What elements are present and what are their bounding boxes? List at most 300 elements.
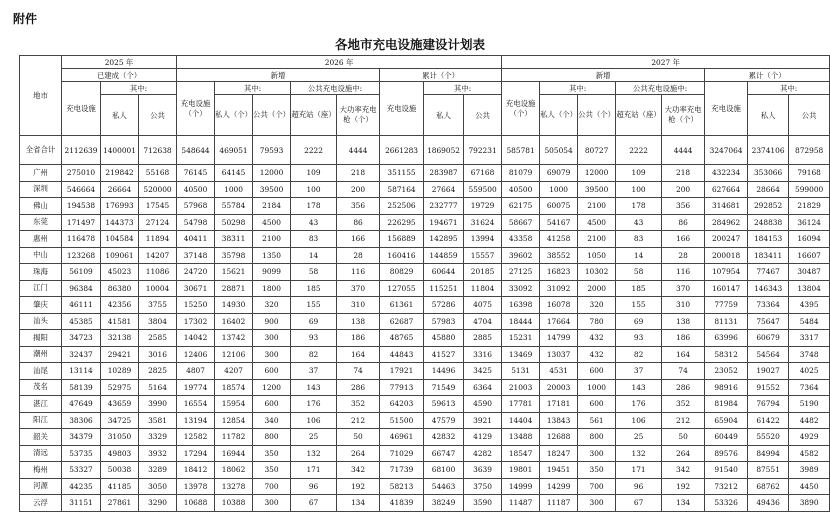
city-cell: 广州: [20, 165, 62, 182]
header-private-cum-2026: 私人: [424, 95, 464, 136]
value-cell: 2222: [616, 136, 662, 165]
value-cell: 4500: [253, 214, 291, 231]
value-cell: 79168: [789, 165, 830, 182]
table-row: [20, 462, 830, 479]
table-row: [20, 330, 830, 347]
value-cell: 82: [616, 346, 662, 363]
value-cell: 34723: [62, 330, 101, 347]
value-cell: 300: [578, 445, 616, 462]
value-cell: 13742: [215, 330, 253, 347]
value-cell: 3804: [139, 313, 177, 330]
value-cell: 96: [616, 478, 662, 495]
value-cell: 2585: [139, 330, 177, 347]
value-cell: 548644: [177, 136, 215, 165]
value-cell: 76794: [748, 396, 789, 413]
value-cell: 252506: [380, 198, 424, 215]
value-cell: 47649: [62, 396, 101, 413]
value-cell: 12582: [177, 429, 215, 446]
value-cell: 34379: [62, 429, 101, 446]
header-of-which-new-2027: 其中:: [540, 82, 616, 95]
value-cell: 2661283: [380, 136, 424, 165]
value-cell: 186: [662, 330, 705, 347]
value-cell: 61422: [748, 412, 789, 429]
value-cell: 310: [662, 297, 705, 314]
value-cell: 50298: [215, 214, 253, 231]
value-cell: 48765: [380, 330, 424, 347]
value-cell: 13194: [177, 412, 215, 429]
value-cell: 46961: [380, 429, 424, 446]
value-cell: 16554: [177, 396, 215, 413]
value-cell: 87551: [748, 462, 789, 479]
value-cell: 17302: [177, 313, 215, 330]
value-cell: 109: [291, 165, 337, 182]
value-cell: 132: [616, 445, 662, 462]
city-cell: 全省合计: [20, 136, 62, 165]
value-cell: 12000: [578, 165, 616, 182]
city-cell: 茂名: [20, 379, 62, 396]
value-cell: 83: [291, 231, 337, 248]
value-cell: 55784: [215, 198, 253, 215]
value-cell: 3639: [464, 462, 502, 479]
value-cell: 561: [578, 412, 616, 429]
value-cell: 143: [616, 379, 662, 396]
header-city: 地市: [20, 56, 62, 136]
value-cell: 1050: [578, 247, 616, 264]
value-cell: 36124: [789, 214, 830, 231]
value-cell: 91540: [705, 462, 748, 479]
value-cell: 11804: [464, 280, 502, 297]
value-cell: 292852: [748, 198, 789, 215]
value-cell: 82: [291, 346, 337, 363]
value-cell: 71739: [380, 462, 424, 479]
value-cell: 40500: [177, 181, 215, 198]
value-cell: 47579: [424, 412, 464, 429]
table-body: [20, 136, 830, 512]
value-cell: 155: [616, 297, 662, 314]
value-cell: 218: [662, 165, 705, 182]
table-row: [20, 198, 830, 215]
value-cell: 15621: [215, 264, 253, 281]
value-cell: 52975: [101, 379, 139, 396]
value-cell: 41527: [424, 346, 464, 363]
value-cell: 3581: [139, 412, 177, 429]
value-cell: 71549: [424, 379, 464, 396]
value-cell: 77913: [380, 379, 424, 396]
value-cell: 75647: [748, 313, 789, 330]
value-cell: 25: [291, 429, 337, 446]
value-cell: 14: [291, 247, 337, 264]
value-cell: 4704: [464, 313, 502, 330]
value-cell: 352: [337, 396, 380, 413]
value-cell: 1869052: [424, 136, 464, 165]
value-cell: 24720: [177, 264, 215, 281]
value-cell: 18547: [502, 445, 540, 462]
value-cell: 73364: [748, 297, 789, 314]
table-row: [20, 165, 830, 182]
table-row: [20, 379, 830, 396]
value-cell: 314681: [705, 198, 748, 215]
value-cell: 38552: [540, 247, 578, 264]
value-cell: 627664: [705, 181, 748, 198]
value-cell: 1000: [215, 181, 253, 198]
value-cell: 143: [291, 379, 337, 396]
value-cell: 115251: [424, 280, 464, 297]
value-cell: 4025: [789, 363, 830, 380]
value-cell: 50: [662, 429, 705, 446]
value-cell: 27861: [101, 495, 139, 512]
value-cell: 183411: [748, 247, 789, 264]
value-cell: 16078: [540, 297, 578, 314]
value-cell: 13488: [502, 429, 540, 446]
header-of-which-new-2026: 其中:: [215, 82, 291, 95]
value-cell: 39602: [502, 247, 540, 264]
header-public-of-which-2026: 公共充电设施中:: [291, 82, 380, 95]
value-cell: 80727: [578, 136, 616, 165]
value-cell: 28664: [748, 181, 789, 198]
value-cell: 84994: [748, 445, 789, 462]
value-cell: 74: [662, 363, 705, 380]
table-row: [20, 495, 830, 512]
value-cell: 559500: [464, 181, 502, 198]
value-cell: 116: [337, 264, 380, 281]
table-row: [20, 445, 830, 462]
value-cell: 40411: [177, 231, 215, 248]
value-cell: 370: [662, 280, 705, 297]
value-cell: 77759: [705, 297, 748, 314]
table-row: [20, 313, 830, 330]
value-cell: 41839: [380, 495, 424, 512]
value-cell: 67: [616, 495, 662, 512]
city-cell: 阳江: [20, 412, 62, 429]
value-cell: 17294: [177, 445, 215, 462]
value-cell: 351155: [380, 165, 424, 182]
value-cell: 41258: [540, 231, 578, 248]
value-cell: 12406: [177, 346, 215, 363]
value-cell: 27664: [424, 181, 464, 198]
value-cell: 20003: [540, 379, 578, 396]
value-cell: 283987: [424, 165, 464, 182]
value-cell: 275010: [62, 165, 101, 182]
value-cell: 19729: [464, 198, 502, 215]
value-cell: 104584: [101, 231, 139, 248]
value-cell: 11086: [139, 264, 177, 281]
value-cell: 3932: [139, 445, 177, 462]
value-cell: 780: [578, 313, 616, 330]
value-cell: 3247064: [705, 136, 748, 165]
value-cell: 15954: [215, 396, 253, 413]
value-cell: 38306: [62, 412, 101, 429]
value-cell: 31151: [62, 495, 101, 512]
city-cell: 珠海: [20, 264, 62, 281]
header-year-2027: 2027 年: [502, 56, 830, 69]
value-cell: 58312: [705, 346, 748, 363]
value-cell: 89576: [705, 445, 748, 462]
value-cell: 55168: [139, 165, 177, 182]
value-cell: 3425: [464, 363, 502, 380]
value-cell: 25: [616, 429, 662, 446]
value-cell: 56109: [62, 264, 101, 281]
value-cell: 200018: [705, 247, 748, 264]
value-cell: 353066: [748, 165, 789, 182]
value-cell: 800: [253, 429, 291, 446]
value-cell: 19451: [540, 462, 578, 479]
header-super-station-2026: 超充站（座）: [291, 95, 337, 136]
value-cell: 342: [337, 462, 380, 479]
value-cell: 350: [253, 462, 291, 479]
value-cell: 49436: [748, 495, 789, 512]
value-cell: 186: [337, 330, 380, 347]
value-cell: 469051: [215, 136, 253, 165]
value-cell: 32138: [101, 330, 139, 347]
value-cell: 43: [616, 214, 662, 231]
value-cell: 61361: [380, 297, 424, 314]
value-cell: 98916: [705, 379, 748, 396]
value-cell: 3316: [464, 346, 502, 363]
value-cell: 192: [337, 478, 380, 495]
value-cell: 37: [291, 363, 337, 380]
value-cell: 17545: [139, 198, 177, 215]
city-cell: 佛山: [20, 198, 62, 215]
value-cell: 13994: [464, 231, 502, 248]
page-title: 各地市充电设施建设计划表: [334, 37, 485, 52]
value-cell: 3990: [139, 396, 177, 413]
value-cell: 4282: [464, 445, 502, 462]
value-cell: 142895: [424, 231, 464, 248]
value-cell: 116: [662, 264, 705, 281]
city-cell: 肇庆: [20, 297, 62, 314]
value-cell: 3989: [789, 462, 830, 479]
value-cell: 106: [291, 412, 337, 429]
value-cell: 18444: [502, 313, 540, 330]
value-cell: 86: [662, 214, 705, 231]
value-cell: 30487: [789, 264, 830, 281]
value-cell: 50038: [101, 462, 139, 479]
value-cell: 14496: [424, 363, 464, 380]
value-cell: 23052: [705, 363, 748, 380]
value-cell: 43358: [502, 231, 540, 248]
city-cell: 中山: [20, 247, 62, 264]
value-cell: 350: [578, 462, 616, 479]
value-cell: 505054: [540, 136, 578, 165]
value-cell: 13978: [177, 478, 215, 495]
value-cell: 12854: [215, 412, 253, 429]
value-cell: 310: [337, 297, 380, 314]
header-charging-cum-2026: 充电设施: [380, 82, 424, 136]
value-cell: 160416: [380, 247, 424, 264]
value-cell: 64203: [380, 396, 424, 413]
value-cell: 200: [337, 181, 380, 198]
value-cell: 185: [291, 280, 337, 297]
value-cell: 3748: [789, 346, 830, 363]
value-cell: 93: [616, 330, 662, 347]
value-cell: 28871: [215, 280, 253, 297]
value-cell: 76145: [177, 165, 215, 182]
value-cell: 350: [253, 445, 291, 462]
value-cell: 10688: [177, 495, 215, 512]
value-cell: 67168: [464, 165, 502, 182]
table-row: [20, 214, 830, 231]
value-cell: 138: [662, 313, 705, 330]
value-cell: 109: [616, 165, 662, 182]
value-cell: 116478: [62, 231, 101, 248]
table-row: [20, 363, 830, 380]
value-cell: 3289: [139, 462, 177, 479]
header-of-which-cum-2026: 其中:: [424, 82, 502, 95]
value-cell: 432234: [705, 165, 748, 182]
header-public-new-2026: 公共（个）: [253, 95, 291, 136]
value-cell: 599000: [789, 181, 830, 198]
value-cell: 21829: [789, 198, 830, 215]
table-row-total: [20, 136, 830, 165]
value-cell: 42356: [101, 297, 139, 314]
value-cell: 19801: [502, 462, 540, 479]
value-cell: 26664: [101, 181, 139, 198]
value-cell: 900: [253, 313, 291, 330]
value-cell: 144373: [101, 214, 139, 231]
value-cell: 69: [291, 313, 337, 330]
city-cell: 东莞: [20, 214, 62, 231]
city-cell: 云浮: [20, 495, 62, 512]
header-public-2025: 公共: [139, 95, 177, 136]
value-cell: 2825: [139, 363, 177, 380]
value-cell: 57983: [424, 313, 464, 330]
value-cell: 176993: [101, 198, 139, 215]
value-cell: 300: [253, 495, 291, 512]
value-cell: 171: [616, 462, 662, 479]
value-cell: 127055: [380, 280, 424, 297]
value-cell: 134: [662, 495, 705, 512]
value-cell: 6364: [464, 379, 502, 396]
value-cell: 19027: [748, 363, 789, 380]
value-cell: 13278: [215, 478, 253, 495]
header-high-power-2026: 大功率充电枪（个）: [337, 95, 380, 136]
header-high-power-2027: 大功率充电枪（个）: [662, 95, 705, 136]
value-cell: 11782: [215, 429, 253, 446]
value-cell: 100: [616, 181, 662, 198]
value-cell: 300: [253, 330, 291, 347]
value-cell: 432: [578, 346, 616, 363]
table-row: [20, 231, 830, 248]
value-cell: 100: [291, 181, 337, 198]
value-cell: 29421: [101, 346, 139, 363]
value-cell: 34725: [101, 412, 139, 429]
value-cell: 320: [578, 297, 616, 314]
value-cell: 37: [616, 363, 662, 380]
value-cell: 63996: [705, 330, 748, 347]
value-cell: 14930: [215, 297, 253, 314]
value-cell: 58213: [380, 478, 424, 495]
value-cell: 138: [337, 313, 380, 330]
value-cell: 31050: [101, 429, 139, 446]
value-cell: 41185: [101, 478, 139, 495]
header-charging-new-2026: 充电设施（个）: [177, 82, 215, 136]
value-cell: 13469: [502, 346, 540, 363]
value-cell: 14042: [177, 330, 215, 347]
value-cell: 166: [662, 231, 705, 248]
value-cell: 14799: [540, 330, 578, 347]
city-cell: 深圳: [20, 181, 62, 198]
value-cell: 38311: [215, 231, 253, 248]
value-cell: 2184: [253, 198, 291, 215]
value-cell: 30671: [177, 280, 215, 297]
value-cell: 4500: [578, 214, 616, 231]
value-cell: 11187: [540, 495, 578, 512]
value-cell: 58139: [62, 379, 101, 396]
table-row: [20, 247, 830, 264]
value-cell: 10302: [578, 264, 616, 281]
value-cell: 587164: [380, 181, 424, 198]
value-cell: 46111: [62, 297, 101, 314]
value-cell: 42832: [424, 429, 464, 446]
city-cell: 韶关: [20, 429, 62, 446]
value-cell: 4207: [215, 363, 253, 380]
city-cell: 梅州: [20, 462, 62, 479]
value-cell: 28: [337, 247, 380, 264]
value-cell: 200: [662, 181, 705, 198]
value-cell: 31624: [464, 214, 502, 231]
value-cell: 66747: [424, 445, 464, 462]
value-cell: 370: [337, 280, 380, 297]
value-cell: 194671: [424, 214, 464, 231]
value-cell: 164: [662, 346, 705, 363]
value-cell: 342: [662, 462, 705, 479]
value-cell: 33092: [502, 280, 540, 297]
value-cell: 3921: [464, 412, 502, 429]
value-cell: 248838: [748, 214, 789, 231]
value-cell: 64145: [215, 165, 253, 182]
header-charging-new-2027: 充电设施（个）: [502, 82, 540, 136]
value-cell: 3590: [464, 495, 502, 512]
table-row: [20, 396, 830, 413]
city-cell: 清远: [20, 445, 62, 462]
value-cell: 15557: [464, 247, 502, 264]
value-cell: 17181: [540, 396, 578, 413]
value-cell: 40500: [502, 181, 540, 198]
value-cell: 212: [337, 412, 380, 429]
table-row: [20, 478, 830, 495]
value-cell: 96384: [62, 280, 101, 297]
value-cell: 20185: [464, 264, 502, 281]
value-cell: 2222: [291, 136, 337, 165]
value-cell: 18574: [215, 379, 253, 396]
value-cell: 200247: [705, 231, 748, 248]
value-cell: 219842: [101, 165, 139, 182]
value-cell: 194538: [62, 198, 101, 215]
value-cell: 60449: [705, 429, 748, 446]
value-cell: 83: [616, 231, 662, 248]
value-cell: 3329: [139, 429, 177, 446]
value-cell: 18247: [540, 445, 578, 462]
value-cell: 17664: [540, 313, 578, 330]
value-cell: 50: [337, 429, 380, 446]
value-cell: 712638: [139, 136, 177, 165]
city-cell: 江门: [20, 280, 62, 297]
value-cell: 16094: [789, 231, 830, 248]
value-cell: 45023: [101, 264, 139, 281]
value-cell: 81079: [502, 165, 540, 182]
value-cell: 792231: [464, 136, 502, 165]
city-cell: 揭阳: [20, 330, 62, 347]
value-cell: 4395: [789, 297, 830, 314]
value-cell: 286: [337, 379, 380, 396]
value-cell: 55520: [748, 429, 789, 446]
value-cell: 44843: [380, 346, 424, 363]
value-cell: 62175: [502, 198, 540, 215]
value-cell: 155: [291, 297, 337, 314]
value-cell: 4531: [540, 363, 578, 380]
value-cell: 10388: [215, 495, 253, 512]
header-new-2026: 新增: [177, 69, 380, 82]
